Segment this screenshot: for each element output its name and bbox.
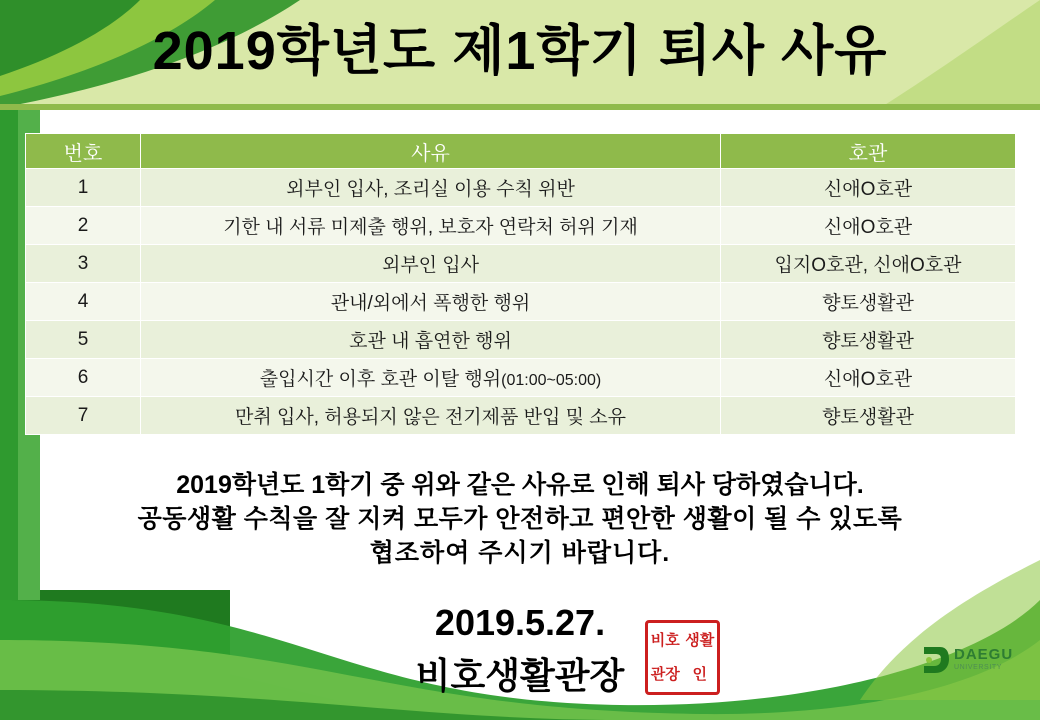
table-row — [26, 283, 1016, 321]
logo-name: DAEGU — [954, 646, 1014, 663]
seal-cell: 관장 — [650, 666, 680, 684]
notice-line-1: 2019학년도 1학기 중 위와 같은 사유로 인해 퇴사 당하였습니다. — [176, 471, 864, 499]
cell-reason — [141, 397, 721, 435]
cell-hall: 향토생활관 — [721, 397, 1016, 435]
reason-text: 외부인 입사, 조리실 이용 수칙 위반 — [286, 179, 575, 200]
table-row — [26, 321, 1016, 359]
notice-message — [0, 468, 1040, 570]
column-header-reason: 사유 — [141, 134, 721, 169]
cell-hall: 신애O호관 — [721, 359, 1016, 397]
table-row — [26, 169, 1016, 207]
reason-text: 외부인 입사 — [381, 255, 480, 276]
table-header-row — [26, 134, 1016, 169]
cell-reason — [141, 283, 721, 321]
logo-subtitle: UNIVERSITY — [954, 664, 1003, 671]
page-title: 2019학년도 제1학기 퇴사 사유 — [152, 21, 888, 81]
cell-reason — [141, 321, 721, 359]
notice-line-2: 공동생활 수칙을 잘 지켜 모두가 안전하고 편안한 생활이 될 수 있도록 — [137, 505, 903, 533]
column-header-hall: 호관 — [721, 134, 1016, 169]
seal-cell: 인 — [692, 666, 707, 684]
column-header-no: 번호 — [26, 134, 141, 169]
cell-reason — [141, 207, 721, 245]
seal-box — [645, 620, 720, 695]
reason-text: 기한 내 서류 미제출 행위, 보호자 연락처 허위 기재 — [223, 217, 638, 238]
cell-hall: 신애O호관 — [721, 207, 1016, 245]
table-row — [26, 397, 1016, 435]
notice-line-3: 협조하여 주시기 바랍니다. — [369, 539, 671, 567]
signature-title: 비호생활관장 — [415, 655, 625, 696]
cell-no: 2 — [26, 207, 141, 245]
issue-date: 2019.5.27. — [434, 602, 606, 643]
cell-no: 3 — [26, 245, 141, 283]
cell-no: 1 — [26, 169, 141, 207]
reason-text: 출입시간 이후 호관 이탈 행위 — [259, 369, 502, 390]
cell-no: 7 — [26, 397, 141, 435]
header-band — [0, 0, 1040, 105]
reasons-table — [25, 133, 1016, 435]
reason-text: 만취 입사, 허용되지 않은 전기제품 반입 및 소유 — [235, 407, 626, 428]
table-header — [26, 134, 1016, 169]
table-body — [26, 169, 1016, 435]
cell-hall: 신애O호관 — [721, 169, 1016, 207]
official-seal-icon — [645, 620, 720, 695]
table-row — [26, 207, 1016, 245]
cell-hall: 향토생활관 — [721, 283, 1016, 321]
cell-reason — [141, 245, 721, 283]
table-row — [26, 245, 1016, 283]
seal-cell: 생활 — [685, 631, 715, 649]
reason-text: 관내/외에서 폭행한 행위 — [330, 293, 531, 314]
cell-no: 6 — [26, 359, 141, 397]
cell-hall: 입지O호관, 신애O호관 — [721, 245, 1016, 283]
cell-reason — [141, 359, 721, 397]
cell-reason — [141, 169, 721, 207]
cell-no: 5 — [26, 321, 141, 359]
cell-no: 4 — [26, 283, 141, 321]
reason-note: (01:00~05:00) — [501, 372, 602, 389]
seal-cell: 비호 — [650, 631, 680, 649]
reason-text: 호관 내 흡연한 행위 — [349, 331, 512, 352]
table-row — [26, 359, 1016, 397]
logo-mark-icon — [920, 645, 950, 675]
reasons-table-wrapper — [25, 133, 1015, 435]
university-logo — [920, 645, 1020, 695]
cell-hall: 향토생활관 — [721, 321, 1016, 359]
